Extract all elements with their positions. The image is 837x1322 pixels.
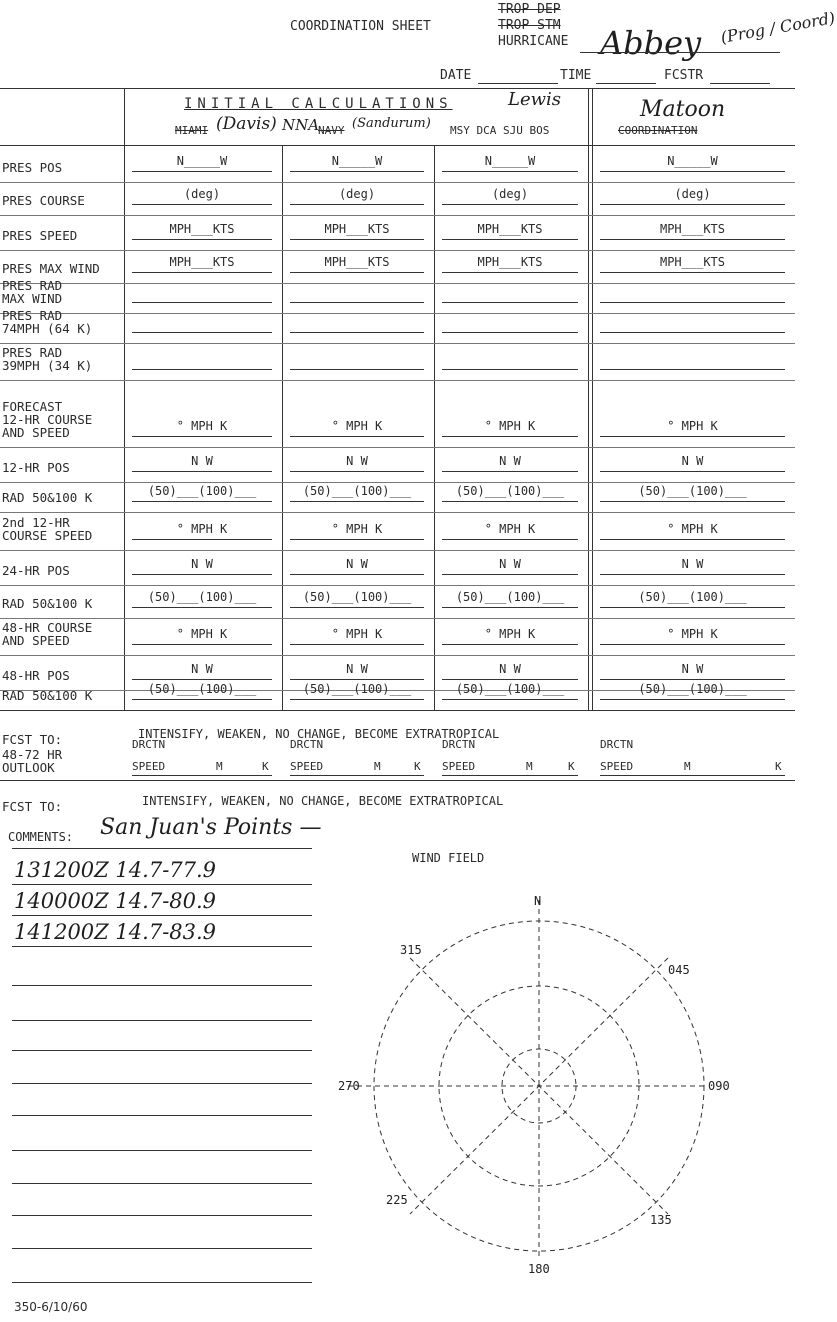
row-label: PRES RAD MAX WIND [2,278,63,306]
cell-blank-line[interactable] [600,574,785,575]
row-border [0,250,795,251]
cell-blank-line[interactable] [442,204,578,205]
cell-field-template: (50)___(100)___ [302,682,412,696]
row-border [0,283,795,284]
fcst-options-1: INTENSIFY, WEAKEN, NO CHANGE, BECOME EXTRATROPICAL [138,727,500,741]
cell-field-template: N W [346,662,368,676]
cell-field-template: N W [191,662,213,676]
row-label: RAD 50&100 K [2,688,93,703]
fcst-to-label-1: FCST TO: [2,732,63,747]
outlook-blank-line[interactable] [600,775,785,776]
cell-blank-line[interactable] [442,607,578,608]
cell-blank-line[interactable] [290,171,424,172]
row-border [0,343,795,344]
cell-field-template: N W [346,557,368,571]
wind-label-135: 135 [650,1213,672,1227]
fcstr-label: FCSTR [664,68,704,83]
cell-blank-line[interactable] [290,204,424,205]
comment-line[interactable] [12,1150,312,1151]
cell-blank-line[interactable] [290,539,424,540]
cell-blank-line[interactable] [600,239,785,240]
cell-blank-line[interactable] [132,471,272,472]
fcst-to-label-2: FCST TO: [2,799,63,814]
row-label: 2nd 12-HR COURSE SPEED [2,515,93,543]
outlook-blank-line[interactable] [132,775,272,776]
comment-line[interactable] [12,1248,312,1249]
cell-blank-line[interactable] [442,574,578,575]
cell-field-template: N_____W [176,154,228,168]
row-border [0,618,795,619]
cell-blank-line[interactable] [290,436,424,437]
storm-type-trop-dep: TROP DEP [498,2,561,17]
column-coordination: COORDINATION [618,124,698,137]
cell-blank-line[interactable] [132,607,272,608]
outlook-drctn: DRCTN [442,738,476,751]
row-border [0,380,795,381]
outlook-blank-line[interactable] [290,775,424,776]
cell-field-template: (50)___(100)___ [147,590,257,604]
cell-field-template: ° MPH K [331,627,383,641]
row-label: FORECAST 12-HR COURSE AND SPEED [2,399,93,440]
row-label: PRES RAD 39MPH (34 K) [2,345,93,373]
cell-blank-line[interactable] [290,369,424,370]
cell-blank-line[interactable] [290,332,424,333]
row-border [0,215,795,216]
cell-blank-line[interactable] [600,607,785,608]
cell-field-template: N W [499,454,521,468]
storm-type-hurricane: HURRICANE [498,34,569,49]
cell-blank-line[interactable] [600,679,785,680]
cell-field-template: N W [681,557,704,571]
cell-blank-line[interactable] [442,539,578,540]
comment-entry-1: 131200Z 14.7-77.9 [14,858,217,882]
fcst-options-2: INTENSIFY, WEAKEN, NO CHANGE, BECOME EXTRATROPICAL [142,794,504,808]
cell-blank-line[interactable] [132,204,272,205]
row-label: 24-HR POS [2,563,70,578]
cell-field-template: (deg) [338,187,376,201]
cell-blank-line[interactable] [600,699,785,700]
outlook-k: K [414,760,421,773]
comment-line[interactable] [12,884,312,885]
initial-calculations-heading: INITIAL CALCULATIONS [184,96,453,112]
cell-field-template: N W [191,454,213,468]
comments-handwritten-title: San Juan's Points — [100,815,322,840]
row-border [0,655,795,656]
cell-field-template: MPH___KTS [477,255,543,269]
comment-line[interactable] [12,946,312,947]
comment-line[interactable] [12,848,312,849]
cell-blank-line[interactable] [600,436,785,437]
cell-field-template: (deg) [183,187,221,201]
column-miami: MIAMI [175,124,209,137]
row-label: PRES POS [2,160,63,175]
cell-blank-line[interactable] [442,679,578,680]
cell-field-template: N W [191,557,213,571]
outlook-m: M [684,760,691,773]
row-label: 48-HR COURSE AND SPEED [2,620,93,648]
cell-blank-line[interactable] [132,574,272,575]
cell-field-template: (50)___(100)___ [302,484,412,498]
wind-label-270: 270 [338,1079,360,1093]
cell-blank-line[interactable] [442,239,578,240]
cell-blank-line[interactable] [442,171,578,172]
cell-blank-line[interactable] [132,171,272,172]
cell-blank-line[interactable] [132,272,272,273]
cell-field-template: (50)___(100)___ [638,484,747,498]
storm-type-trop-stm: TROP STM [498,18,561,33]
cell-field-template: ° MPH K [667,522,718,536]
cell-field-template: N_____W [667,154,718,168]
outlook-speed: SPEED [290,760,324,773]
column-nna-handwritten: NNA [282,116,320,134]
cell-blank-line[interactable] [132,239,272,240]
outlook-speed: SPEED [442,760,476,773]
cell-field-template: N W [499,557,521,571]
cell-blank-line[interactable] [442,471,578,472]
outlook-bottom-border [0,780,795,781]
fcstr-blank [710,83,770,84]
cell-blank-line[interactable] [132,369,272,370]
outlook-drctn: DRCTN [600,738,634,751]
cell-blank-line[interactable] [290,471,424,472]
comment-line[interactable] [12,985,312,986]
outlook-speed: SPEED [600,760,634,773]
cell-field-template: MPH___KTS [477,222,543,236]
time-label: TIME [560,68,592,83]
cell-field-template: ° MPH K [667,627,718,641]
comments-label: COMMENTS: [8,830,74,844]
row-label: 12-HR POS [2,460,70,475]
outlook-speed: SPEED [132,760,166,773]
cell-field-template: MPH___KTS [659,222,726,236]
cell-blank-line[interactable] [442,644,578,645]
cell-blank-line[interactable] [132,436,272,437]
column-divider-1 [282,145,283,710]
cell-blank-line[interactable] [442,369,578,370]
cell-field-template: (50)___(100)___ [455,590,565,604]
cell-blank-line[interactable] [442,272,578,273]
cell-blank-line[interactable] [600,272,785,273]
sheet-title: COORDINATION SHEET [290,19,431,34]
cell-blank-line[interactable] [442,302,578,303]
cell-field-template: (deg) [491,187,529,201]
cell-field-template: (50)___(100)___ [147,682,257,696]
storm-name-handwritten: Abbey [600,24,702,62]
cell-blank-line[interactable] [132,539,272,540]
cell-field-template: (50)___(100)___ [455,484,565,498]
cell-blank-line[interactable] [600,369,785,370]
cell-blank-line[interactable] [600,501,785,502]
comment-line[interactable] [12,1282,312,1283]
cell-field-template: ° MPH K [667,419,718,433]
cell-field-template: N W [499,662,521,676]
row-label: 48-HR POS [2,668,70,683]
storm-name-underline [580,52,780,53]
cell-blank-line[interactable] [600,332,785,333]
cell-field-template: ° MPH K [484,627,536,641]
outlook-m: M [216,760,223,773]
cell-blank-line[interactable] [442,436,578,437]
outlook-m: M [526,760,533,773]
cell-blank-line[interactable] [600,302,785,303]
wind-label-045: 045 [668,963,690,977]
cell-field-template: ° MPH K [484,419,536,433]
column-miami-handwritten: (Davis) [216,114,277,134]
outlook-k: K [568,760,575,773]
cell-blank-line[interactable] [442,501,578,502]
row-border [0,550,795,551]
wind-field-title: WIND FIELD [412,851,485,865]
cell-blank-line[interactable] [290,607,424,608]
comment-line[interactable] [12,1083,312,1084]
cell-field-template: N_____W [331,154,383,168]
cell-blank-line[interactable] [290,239,424,240]
comment-entry-2: 140000Z 14.7-80.9 [14,889,217,913]
outlook-blank-line[interactable] [442,775,578,776]
cell-blank-line[interactable] [132,699,272,700]
column-stations: MSY DCA SJU BOS [450,124,550,137]
cell-field-template: ° MPH K [484,522,536,536]
date-label: DATE [440,68,472,83]
cell-blank-line[interactable] [290,644,424,645]
cell-field-template: ° MPH K [176,522,228,536]
cell-field-template: MPH___KTS [324,222,390,236]
cell-blank-line[interactable] [600,539,785,540]
cell-blank-line[interactable] [132,302,272,303]
row-label: PRES SPEED [2,228,78,243]
table-top-border [0,88,795,89]
cell-blank-line[interactable] [600,471,785,472]
cell-blank-line[interactable] [132,332,272,333]
row-border [0,313,795,314]
table-bottom-border [0,710,795,711]
cell-field-template: (deg) [674,187,711,201]
cell-blank-line[interactable] [132,644,272,645]
outlook-k: K [262,760,269,773]
outlook-drctn: DRCTN [290,738,324,751]
cell-blank-line[interactable] [442,699,578,700]
cell-blank-line[interactable] [290,574,424,575]
wind-field-diagram [330,890,750,1290]
form-id: 350-6/10/60 [14,1300,88,1314]
time-blank [596,83,656,84]
comment-line[interactable] [12,915,312,916]
outlook-m: M [374,760,381,773]
cell-blank-line[interactable] [290,302,424,303]
wind-label-090: 090 [708,1079,730,1093]
coordination-handwritten: Matoon [640,97,726,122]
comment-line[interactable] [12,1215,312,1216]
cell-field-template: (50)___(100)___ [147,484,257,498]
cell-field-template: MPH___KTS [659,255,726,269]
comment-line[interactable] [12,1020,312,1021]
row-border [0,447,795,448]
outlook-k: K [775,760,782,773]
header-row-border [0,145,795,146]
cell-field-template: (50)___(100)___ [455,682,565,696]
cell-field-template: ° MPH K [331,522,383,536]
cell-field-template: N W [681,662,704,676]
row-border [0,512,795,513]
cell-field-template: N W [681,454,704,468]
wind-label-180: 180 [528,1262,550,1276]
cell-blank-line[interactable] [132,679,272,680]
cell-blank-line[interactable] [600,204,785,205]
cell-field-template: (50)___(100)___ [302,590,412,604]
cell-field-template: (50)___(100)___ [638,590,747,604]
row-label: PRES COURSE [2,193,85,208]
column-navy: NAVY [318,124,345,137]
cell-field-template: (50)___(100)___ [638,682,747,696]
wind-label-315: 315 [400,943,422,957]
cell-blank-line[interactable] [290,501,424,502]
cell-field-template: MPH___KTS [169,222,235,236]
cell-blank-line[interactable] [290,699,424,700]
row-label: PRES RAD 74MPH (64 K) [2,308,93,336]
cell-field-template: N W [346,454,368,468]
comment-line[interactable] [12,1050,312,1051]
outlook-drctn: DRCTN [132,738,166,751]
column-divider-2 [434,145,435,710]
cell-field-template: MPH___KTS [324,255,390,269]
comment-line[interactable] [12,1183,312,1184]
cell-blank-line[interactable] [600,644,785,645]
cell-blank-line[interactable] [600,171,785,172]
row-border [0,182,795,183]
comment-line[interactable] [12,1115,312,1116]
cell-blank-line[interactable] [442,332,578,333]
row-label: RAD 50&100 K [2,490,93,505]
cell-field-template: ° MPH K [176,627,228,641]
cell-field-template: MPH___KTS [169,255,235,269]
wind-label-n: N [534,894,542,908]
cell-field-template: N_____W [484,154,536,168]
storm-note-handwritten: (Prog / Coord) [719,8,837,47]
row-border [0,482,795,483]
date-blank [478,83,558,84]
column-navy-handwritten: (Sandurum) [352,116,431,131]
row-label: PRES MAX WIND [2,261,100,276]
cell-blank-line[interactable] [132,501,272,502]
outlook-label: 48-72 HR OUTLOOK [2,747,63,775]
wind-label-225: 225 [386,1193,408,1207]
row-label: RAD 50&100 K [2,596,93,611]
cell-blank-line[interactable] [290,272,424,273]
cell-field-template: ° MPH K [176,419,228,433]
comment-entry-3: 141200Z 14.7-83.9 [14,920,217,944]
initial-calc-handwritten: Lewis [508,89,562,110]
cell-field-template: ° MPH K [331,419,383,433]
row-border [0,585,795,586]
cell-blank-line[interactable] [290,679,424,680]
